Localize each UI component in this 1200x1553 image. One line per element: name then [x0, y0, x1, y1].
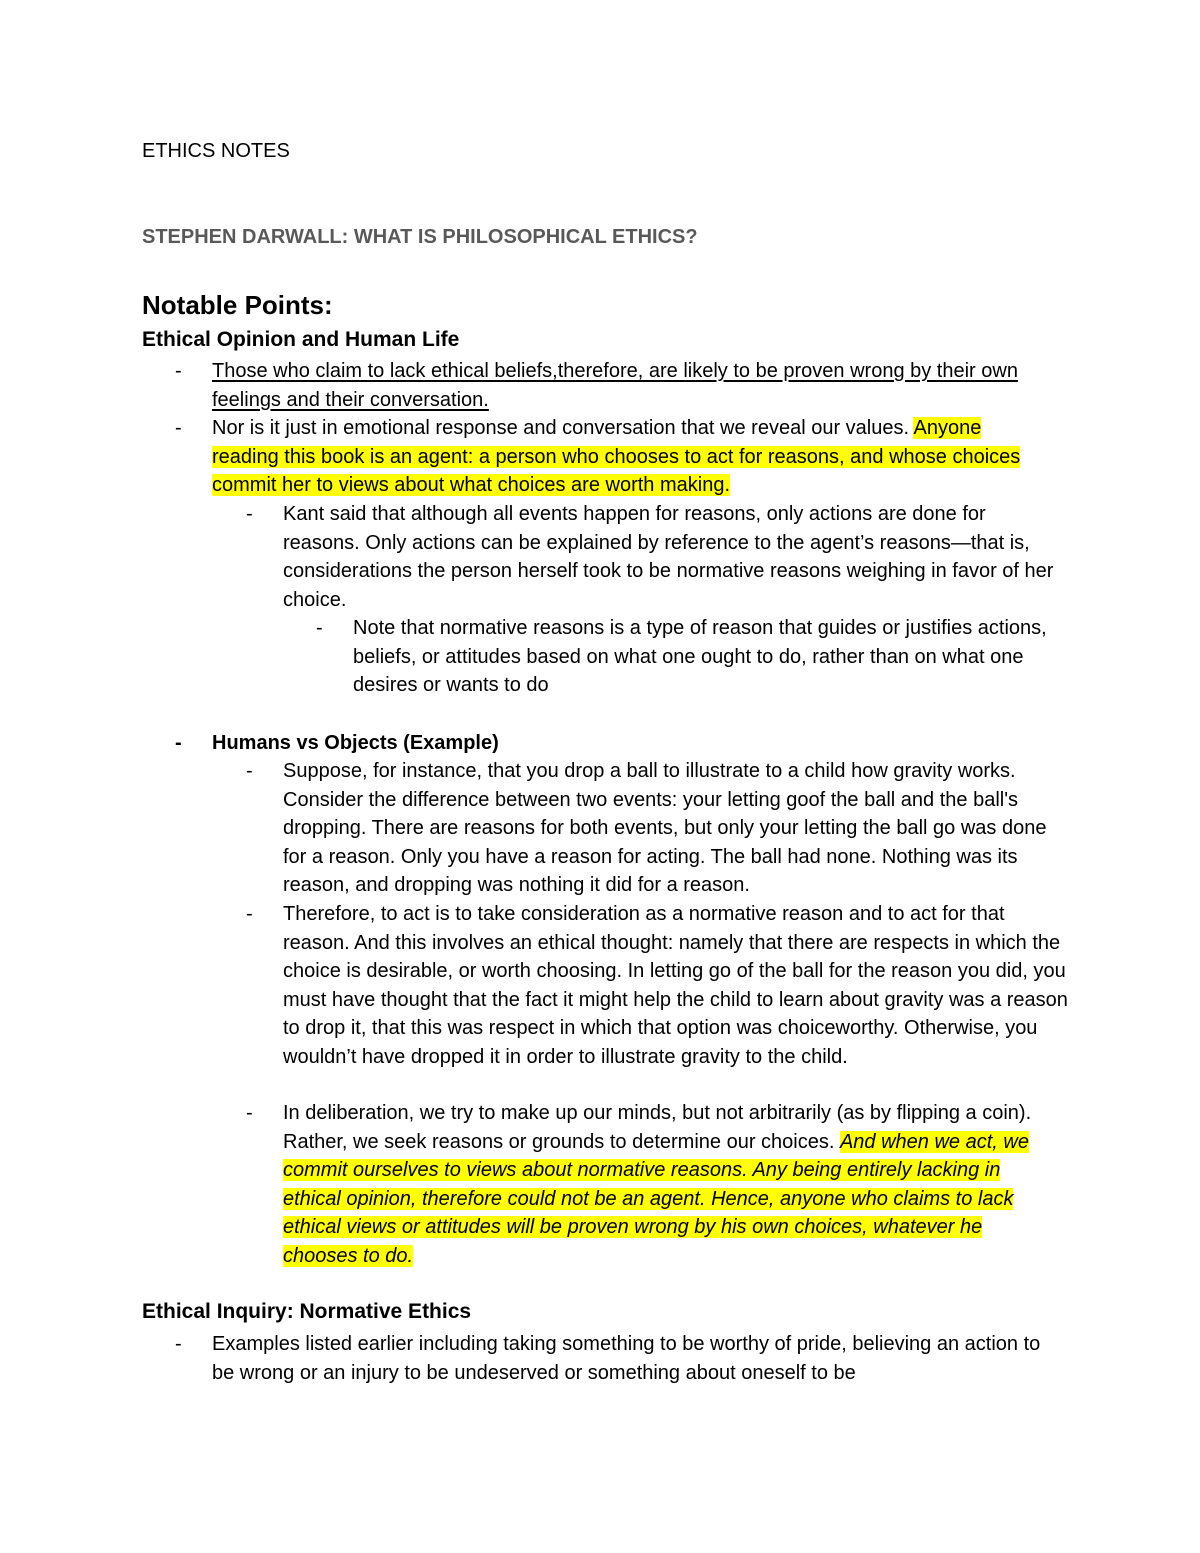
list-item	[246, 900, 1068, 1072]
notable-points-heading: Notable Points:	[142, 290, 333, 320]
subsection-heading-normative-ethics: Ethical Inquiry: Normative Ethics	[142, 1300, 472, 1323]
list-item	[246, 757, 1068, 900]
list-item	[246, 500, 1063, 614]
highlighted-text: And when we act, we commit ourselves to views about normative reasons. Any being entirely lacking in ethical opinion, therefore could not be an agent. Hence, anyone who claims to lack ethical views or attitudes will be proven wrong by his own choices, whatever he chooses to do.	[283, 1130, 1029, 1267]
list-item-text: Kant said that although all events happen for reasons, only actions are done for reasons. Only actions can be explained by reference to the agent’s reasons—that is, considerations the person herself took to be normative reasons weighing in favor of her choice.	[283, 503, 1054, 611]
list-item-text: Those who claim to lack ethical beliefs,therefore, are likely to be proven wrong by their own feelings and their conversation.	[212, 360, 1018, 411]
bullet-dash: -	[175, 417, 182, 439]
bullet-dash: -	[246, 903, 253, 925]
highlighted-text: Anyone reading this book is an agent: a person who chooses to act for reasons, and whose choices commit her to views about what choices are worth making.	[212, 417, 1021, 497]
bullet-dash: -	[246, 760, 253, 782]
subsection-heading-ethical-opinion: Ethical Opinion and Human Life	[142, 328, 460, 351]
list-item-text: In deliberation, we try to make up our minds, but not arbitrarily (as by flipping a coin). Rather, we seek reasons or grounds to determine our choices.	[283, 1102, 1032, 1153]
list-item-heading	[175, 729, 1032, 758]
list-item	[175, 357, 1052, 414]
bullet-dash: -	[175, 360, 182, 382]
list-item-text: Nor is it just in emotional response and conversation that we reveal our values.	[212, 417, 914, 439]
list-item	[316, 614, 1053, 700]
document-title: ETHICS NOTES	[142, 140, 290, 162]
list-item-text: Suppose, for instance, that you drop a ball to illustrate to a child how gravity works. Consider the difference between two events: your letting goof the ball and the ball's dropping. There are reasons for both events, but only your letting the ball go was done for a reason. Only you have a reason for acting. The ball had none. Nothing was its reason, and dropping was nothing it did for a reason.	[283, 760, 1047, 897]
list-item	[175, 1330, 1052, 1387]
list-item-text: Note that normative reasons is a type of reason that guides or justifies actions, beliefs, or attitudes based on what one ought to do, rather than on what one desires or wants to do	[353, 617, 1047, 697]
list-item-text: Examples listed earlier including taking something to be worthy of pride, believing an action to be wrong or an injury to be undeserved or something about oneself to be	[212, 1333, 1041, 1384]
example-heading: Humans vs Objects (Example)	[212, 732, 499, 754]
list-item	[246, 1099, 1053, 1271]
bullet-dash: -	[175, 732, 182, 754]
bullet-dash: -	[175, 1333, 182, 1355]
bullet-dash: -	[246, 503, 253, 525]
list-item	[175, 414, 1052, 500]
section-title: STEPHEN DARWALL: WHAT IS PHILOSOPHICAL ETHICS?	[142, 226, 698, 248]
list-item-text: Therefore, to act is to take consideration as a normative reason and to act for that reason. And this involves an ethical thought: namely that there are respects in which the choice is desirable, or worth choosing. In letting go of the ball for the reason you did, you must have thought that the fact it might help the child to learn about gravity was a reason to drop it, that this was respect in which that option was choiceworthy. Otherwise, you wouldn’t have dropped it in order to illustrate gravity to the child.	[283, 903, 1068, 1068]
bullet-dash: -	[246, 1102, 253, 1124]
bullet-dash: -	[316, 617, 323, 639]
